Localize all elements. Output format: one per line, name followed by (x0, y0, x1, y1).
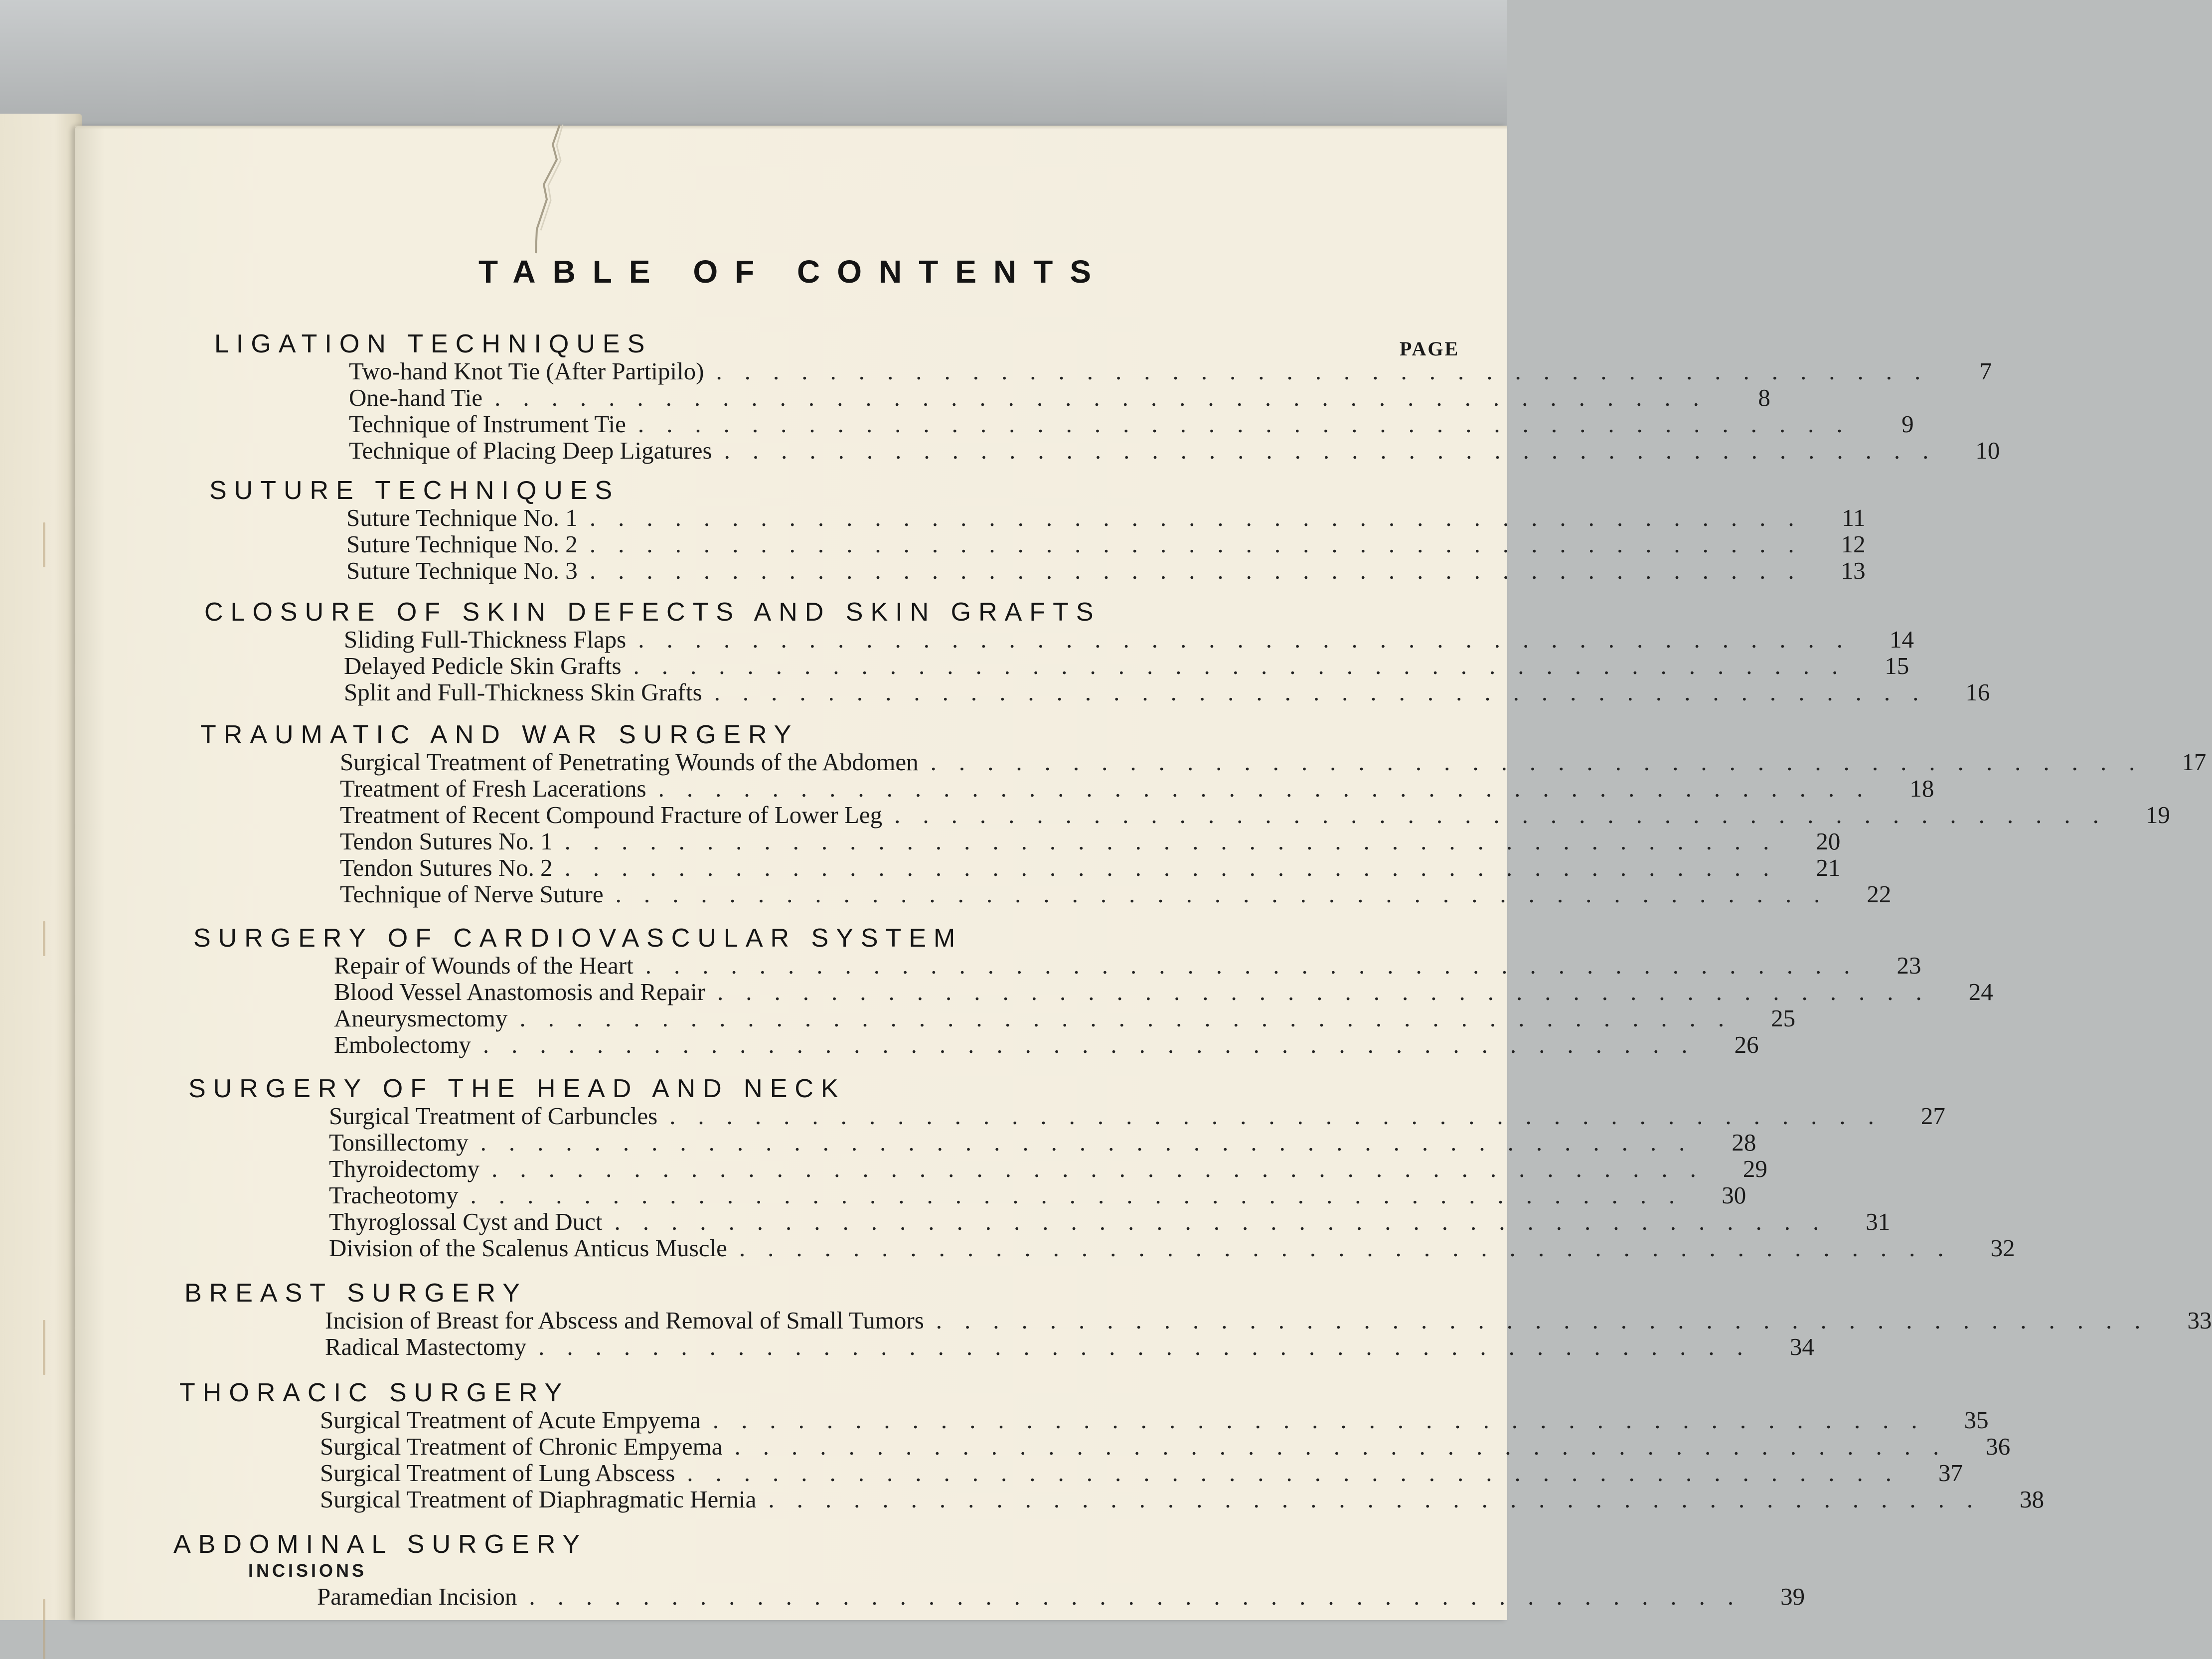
page-number: 15 (1885, 652, 1909, 679)
dot-leader: ........................................... (645, 952, 1873, 979)
page-wear-mark (43, 1599, 45, 1659)
entry-title: Blood Vessel Anastomosis and Repair (334, 978, 705, 1005)
entry-title: Suture Technique No. 2 (346, 530, 578, 558)
page-number: 29 (1742, 1155, 1767, 1182)
list-item (346, 530, 1866, 558)
section-heading: LIGATION TECHNIQUES (214, 330, 652, 358)
list-item (349, 357, 1992, 385)
entry-title: Treatment of Recent Compound Fracture of Lower Leg (340, 801, 883, 829)
entry-title: Treatment of Fresh Lacerations (340, 775, 646, 802)
entry-title: Thyroglossal Cyst and Duct (329, 1208, 603, 1235)
dot-leader: ........................................... (589, 557, 1817, 584)
dot-leader: ........................................... (717, 978, 1944, 1005)
list-item (344, 652, 1909, 679)
list-item (320, 1459, 1963, 1487)
dot-leader: ........................................... (637, 410, 1865, 438)
page-number: 21 (1816, 854, 1841, 881)
facing-page-edge (0, 114, 82, 1620)
page-wear-mark (43, 921, 45, 956)
entry-title: Surgical Treatment of Chronic Empyema (320, 1433, 723, 1460)
page-tear (501, 125, 576, 254)
list-item (329, 1102, 1945, 1130)
entry-title: Radical Mastectomy (325, 1333, 527, 1360)
entry-list (344, 626, 1990, 706)
dot-leader: ........................................... (930, 748, 2158, 776)
dot-leader: ........................................... (615, 880, 1843, 908)
entry-title: Tracheotomy (329, 1181, 459, 1209)
section-subheading: INCISIONS (248, 1560, 367, 1581)
entry-list (325, 1307, 2212, 1360)
entry-title: Delayed Pedicle Skin Grafts (344, 652, 622, 679)
page-number: 11 (1842, 504, 1866, 531)
page-number: 24 (1968, 978, 1993, 1005)
section-head-and-neck-surgery (188, 1074, 2015, 1262)
list-item (325, 1333, 1814, 1360)
dot-leader: ........................................... (714, 678, 1941, 706)
section-ligation-techniques (214, 330, 2000, 464)
page-number: 26 (1734, 1031, 1759, 1058)
page-number: 28 (1732, 1129, 1756, 1156)
entry-title: Surgical Treatment of Lung Abscess (320, 1459, 675, 1487)
page-number: 18 (1909, 775, 1934, 802)
dot-leader: ........................................... (482, 1031, 1710, 1058)
list-item (340, 801, 2170, 829)
page-number: 34 (1789, 1333, 1814, 1360)
dot-leader: ........................................... (724, 437, 1951, 464)
entry-list (340, 748, 2207, 908)
dot-leader: ........................................... (936, 1307, 2163, 1334)
dot-leader: ........................................... (470, 1181, 1698, 1209)
page-column-label: PAGE (1400, 337, 1460, 360)
page-number: 7 (1979, 357, 1992, 385)
list-item (334, 952, 1921, 979)
section-abdominal-surgery (173, 1530, 1805, 1610)
page-number: 22 (1867, 880, 1892, 908)
page-number: 33 (2187, 1307, 2212, 1334)
page-number: 23 (1896, 952, 1921, 979)
page-number: 35 (1964, 1406, 1989, 1434)
entry-title: Embolectomy (334, 1031, 471, 1058)
list-item (317, 1583, 1805, 1610)
entry-list (334, 952, 1993, 1058)
entry-title: Technique of Instrument Tie (349, 410, 626, 438)
dot-leader: ........................................... (480, 1129, 1708, 1156)
entry-title: Sliding Full-Thickness Flaps (344, 626, 627, 653)
dot-leader: ........................................... (768, 1486, 1996, 1513)
page-number: 13 (1841, 557, 1866, 584)
list-item (329, 1129, 1756, 1156)
entry-title: Suture Technique No. 3 (346, 557, 578, 584)
entry-title: Surgical Treatment of Diaphragmatic Hernia (320, 1486, 757, 1513)
dot-leader: ........................................... (716, 357, 1943, 385)
page-number: 37 (1938, 1459, 1963, 1487)
entry-title: Repair of Wounds of the Heart (334, 952, 633, 979)
list-item (349, 384, 1770, 411)
entry-list (349, 357, 2000, 464)
entry-title: Surgical Treatment of Penetrating Wounds of the Abdomen (340, 748, 919, 776)
section-suture-techniques (209, 476, 1866, 584)
section-traumatic-and-war-surgery (200, 720, 2207, 908)
list-item (329, 1181, 1746, 1209)
section-heading: TRAUMATIC AND WAR SURGERY (200, 720, 799, 749)
dot-leader: ........................................... (894, 801, 2121, 829)
list-item (346, 557, 1866, 584)
list-item (320, 1486, 2045, 1513)
page-top-edge (75, 126, 1507, 130)
entry-title: Technique of Nerve Suture (340, 880, 604, 908)
dot-leader: ........................................... (712, 1406, 1940, 1434)
list-item (340, 880, 1892, 908)
entry-title: Incision of Breast for Abscess and Removal of Small Tumors (325, 1307, 924, 1334)
entry-list (320, 1406, 2045, 1513)
section-breast-surgery (184, 1279, 2212, 1360)
page-number: 14 (1890, 626, 1914, 653)
dot-leader: ........................................... (658, 775, 1886, 802)
page-number: 16 (1965, 678, 1990, 706)
list-item (340, 748, 2207, 776)
page-number: 20 (1816, 828, 1841, 855)
list-item (329, 1208, 1891, 1235)
list-item (329, 1234, 2015, 1262)
page-wear-mark (43, 1320, 45, 1375)
section-heading: THORACIC SURGERY (179, 1378, 570, 1407)
section-heading: CLOSURE OF SKIN DEFECTS AND SKIN GRAFTS (204, 598, 1101, 627)
list-item (340, 854, 1841, 881)
entry-title: Surgical Treatment of Carbuncles (329, 1102, 658, 1130)
page-number: 17 (2182, 748, 2207, 776)
list-item (349, 410, 1914, 438)
dot-leader: ........................................... (564, 854, 1792, 881)
entry-title: Tendon Sutures No. 1 (340, 828, 553, 855)
page-title: TABLE OF CONTENTS (478, 254, 1108, 290)
section-cardiovascular-surgery (193, 924, 1993, 1058)
entry-title: Surgical Treatment of Acute Empyema (320, 1406, 701, 1434)
list-item (320, 1406, 1989, 1434)
section-heading: BREAST SURGERY (184, 1279, 527, 1308)
entry-title: Split and Full-Thickness Skin Grafts (344, 678, 702, 706)
section-heading: SUTURE TECHNIQUES (209, 476, 620, 505)
section-heading: ABDOMINAL SURGERY (173, 1530, 588, 1559)
list-item (320, 1433, 2011, 1460)
list-item (344, 626, 1914, 653)
list-item (325, 1307, 2212, 1334)
section-heading: SURGERY OF THE HEAD AND NECK (188, 1074, 846, 1103)
dot-leader: ........................................... (589, 530, 1817, 558)
entry-title: Suture Technique No. 1 (346, 504, 578, 531)
entry-list (329, 1102, 2015, 1262)
page-wear-mark (43, 522, 45, 567)
list-item (346, 504, 1866, 531)
dot-leader: ........................................... (589, 504, 1817, 531)
list-item (340, 775, 1934, 802)
entry-title: Thyroidectomy (329, 1155, 480, 1182)
list-item (349, 437, 2000, 464)
page-number: 32 (1990, 1234, 2015, 1262)
entry-title: Aneurysmectomy (334, 1004, 508, 1032)
list-item (334, 978, 1993, 1005)
entry-list (346, 504, 1866, 584)
page-number: 30 (1722, 1181, 1746, 1209)
page-number: 19 (2145, 801, 2170, 829)
list-item (329, 1155, 1767, 1182)
dot-leader: ........................................... (669, 1102, 1896, 1130)
entry-title: Tonsillectomy (329, 1129, 469, 1156)
page-number: 12 (1841, 530, 1866, 558)
dot-leader: ........................................... (734, 1433, 1962, 1460)
section-thoracic-surgery (179, 1378, 2045, 1513)
page-number: 9 (1901, 410, 1914, 438)
list-item (344, 678, 1990, 706)
dot-leader: ........................................... (687, 1459, 1914, 1487)
page-number: 8 (1758, 384, 1770, 411)
page-number: 10 (1975, 437, 2000, 464)
dot-leader: ........................................... (633, 652, 1861, 679)
dot-leader: ........................................... (638, 626, 1866, 653)
entry-title: Two-hand Knot Tie (After Partipilo) (349, 357, 704, 385)
page-number: 25 (1771, 1004, 1796, 1032)
list-item (334, 1004, 1796, 1032)
page-number: 36 (1986, 1433, 2011, 1460)
entry-title: Division of the Scalenus Anticus Muscle (329, 1234, 727, 1262)
dot-leader: ........................................... (519, 1004, 1747, 1032)
page-number: 31 (1866, 1208, 1891, 1235)
entry-title: One-hand Tie (349, 384, 483, 411)
section-heading: SURGERY OF CARDIOVASCULAR SYSTEM (193, 924, 963, 953)
entry-title: Tendon Sutures No. 2 (340, 854, 553, 881)
page-number: 38 (2020, 1486, 2045, 1513)
dot-leader: ........................................... (529, 1583, 1756, 1610)
entry-list (317, 1583, 1805, 1610)
dot-leader: ........................................... (614, 1208, 1842, 1235)
list-item (340, 828, 1841, 855)
entry-title: Technique of Placing Deep Ligatures (349, 437, 712, 464)
dot-leader: ........................................... (564, 828, 1792, 855)
list-item (334, 1031, 1759, 1058)
page-number: 27 (1920, 1102, 1945, 1130)
section-skin-defects-and-grafts (204, 598, 1990, 706)
dot-leader: ........................................... (538, 1333, 1765, 1360)
page-number: 39 (1780, 1583, 1805, 1610)
dot-leader: ........................................... (739, 1234, 1966, 1262)
entry-title: Paramedian Incision (317, 1583, 517, 1610)
dot-leader: ........................................... (491, 1155, 1719, 1182)
dot-leader: ........................................... (494, 384, 1722, 411)
